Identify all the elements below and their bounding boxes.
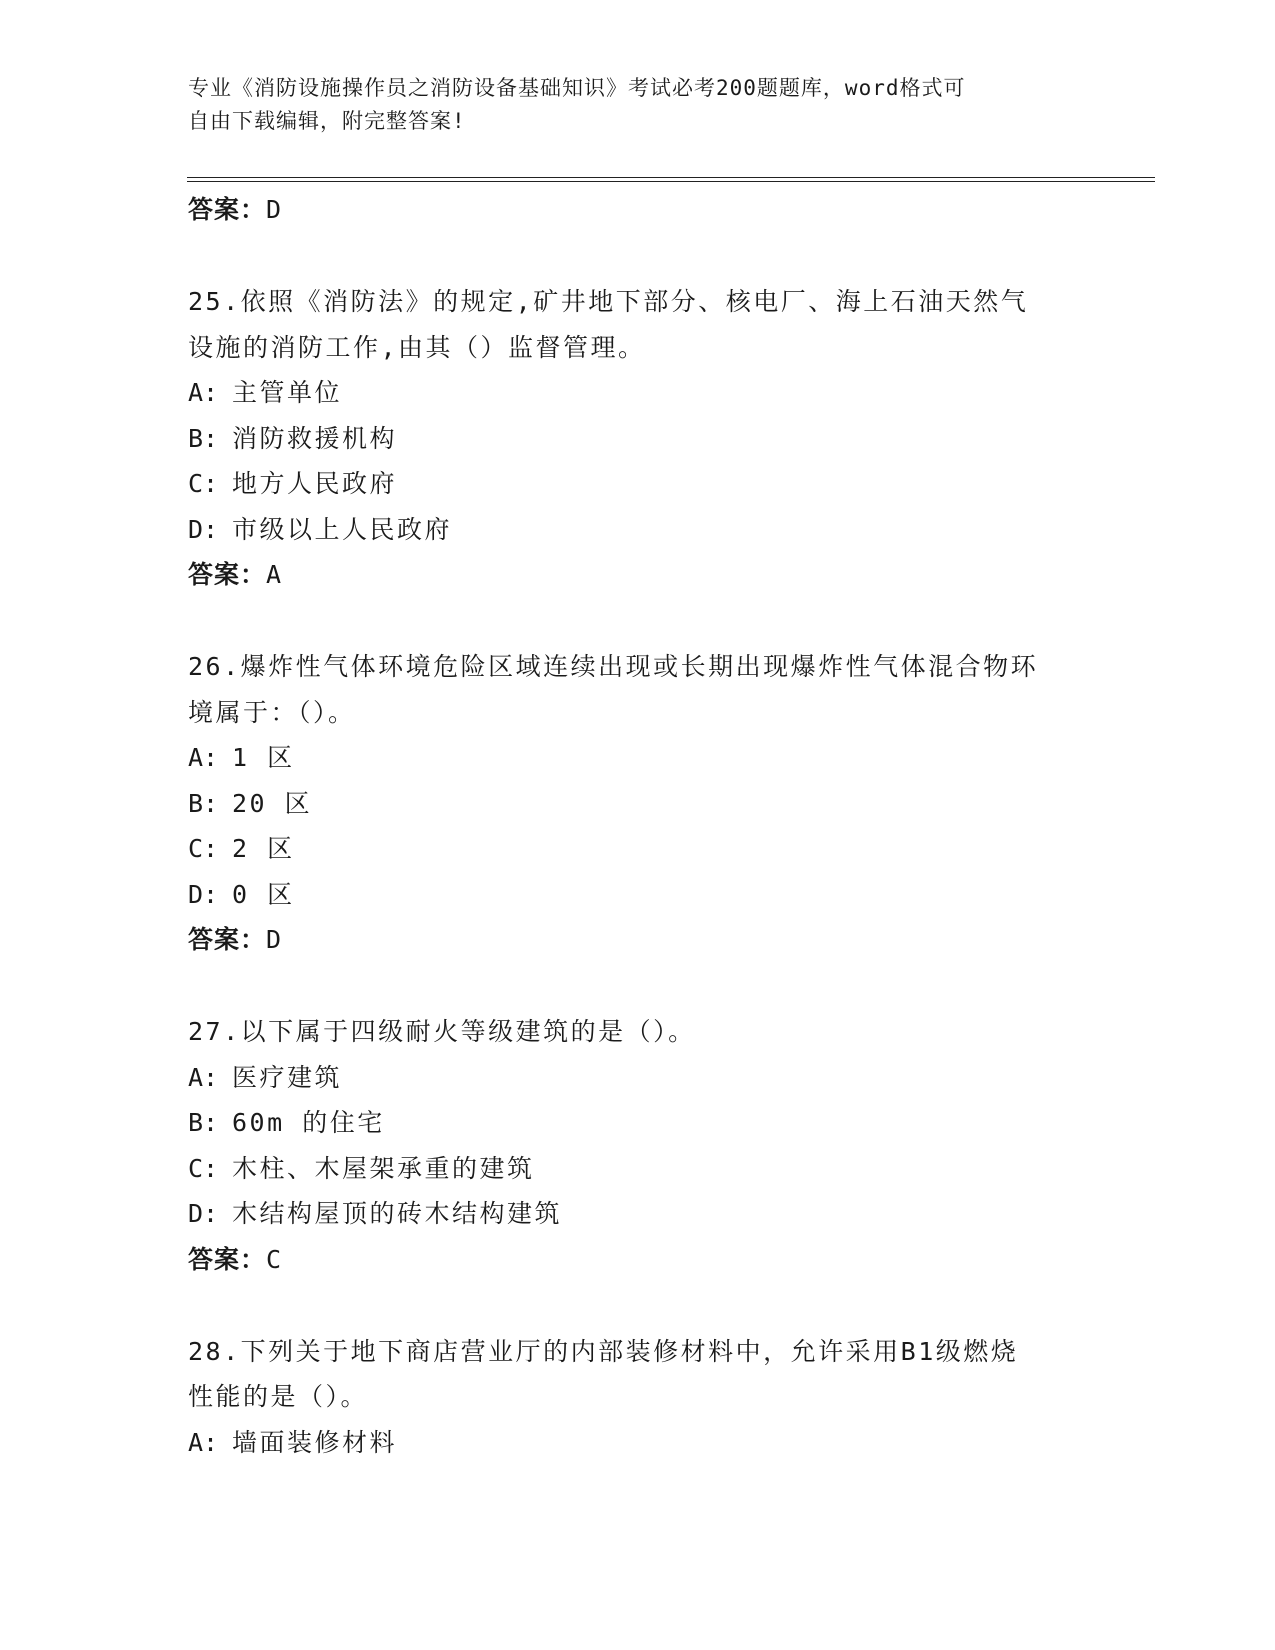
answer-label: 答案： [188,560,267,589]
option-text: 2 区 [232,834,295,863]
option-item [188,872,1088,918]
question-text-line: 境属于：（）。 [188,697,356,727]
option-item [188,1420,1088,1466]
option-key: A: [188,378,219,407]
question-text-line: 设施的消防工作,由其（）监督管理。 [188,332,646,362]
spacer [188,963,1088,1009]
option-text: 木结构屋顶的砖木结构建筑 [232,1199,563,1228]
question-block-27 [188,1009,1088,1283]
option-item [188,1191,1088,1237]
option-text: 医疗建筑 [232,1062,343,1092]
document-body [188,187,1088,1465]
answer-value: C [266,1244,283,1274]
answer-line [188,552,1088,598]
option-item [188,1146,1088,1192]
option-key: D: [188,879,219,909]
spacer [188,598,1088,644]
option-item [188,781,1088,827]
question-block-25 [188,279,1088,598]
option-key: A: [188,1427,219,1457]
option-key: B: [188,423,219,453]
answer-label: 答案： [188,1244,267,1274]
answer-value: D [266,925,283,954]
answer-value: A [266,560,283,589]
option-key: A: [188,1062,219,1092]
question-block-26 [188,644,1088,963]
option-key: C: [188,834,219,863]
option-item [188,826,1088,872]
option-key: B: [188,1108,219,1137]
question-text-line: 性能的是（）。 [188,1382,369,1411]
option-item [188,370,1088,416]
answer-line [188,1237,1088,1283]
option-item [188,735,1088,781]
option-key: A: [188,743,219,772]
option-text: 20 区 [232,788,313,818]
question-text-line: 25.依照《消防法》的规定,矿井地下部分、核电厂、海上石油天然气 [188,287,1029,316]
option-item [188,507,1088,553]
option-item [188,1100,1088,1146]
spacer [188,1283,1088,1329]
option-item [188,416,1088,462]
header-line-1: 专业《消防设施操作员之消防设备基础知识》考试必考200题题库，word格式可 [188,76,966,100]
option-text: 墙面装修材料 [232,1427,398,1457]
option-text: 地方人民政府 [232,469,398,498]
option-text: 60m 的住宅 [232,1108,385,1137]
option-item [188,461,1088,507]
question-block-28 [188,1329,1088,1466]
spacer [188,233,1088,279]
answer-value: D [266,195,283,224]
option-item [188,1055,1088,1101]
option-text: 市级以上人民政府 [232,514,453,544]
option-key: C: [188,1153,219,1183]
option-key: C: [188,469,219,498]
option-key: B: [188,788,219,818]
option-key: D: [188,514,219,544]
document-header [188,72,1088,138]
option-text: 0 区 [232,879,295,909]
header-divider-bottom [187,181,1155,182]
option-text: 主管单位 [232,378,343,407]
answer-line [188,917,1088,963]
answer-line [188,187,1088,233]
question-text-line: 28.下列关于地下商店营业厅的内部装修材料中，允许采用B1级燃烧 [188,1336,1019,1366]
answer-label: 答案： [188,195,267,224]
header-divider-top [187,177,1155,178]
answer-label: 答案： [188,925,267,954]
question-text-line: 27.以下属于四级耐火等级建筑的是（）。 [188,1017,696,1046]
question-text-line: 26.爆炸性气体环境危险区域连续出现或长期出现爆炸性气体混合物环 [188,652,1039,681]
header-line-2: 自由下载编辑，附完整答案! [188,109,466,133]
option-text: 1 区 [232,743,295,772]
option-key: D: [188,1199,219,1228]
option-text: 消防救援机构 [232,423,398,453]
option-text: 木柱、木屋架承重的建筑 [232,1153,535,1183]
